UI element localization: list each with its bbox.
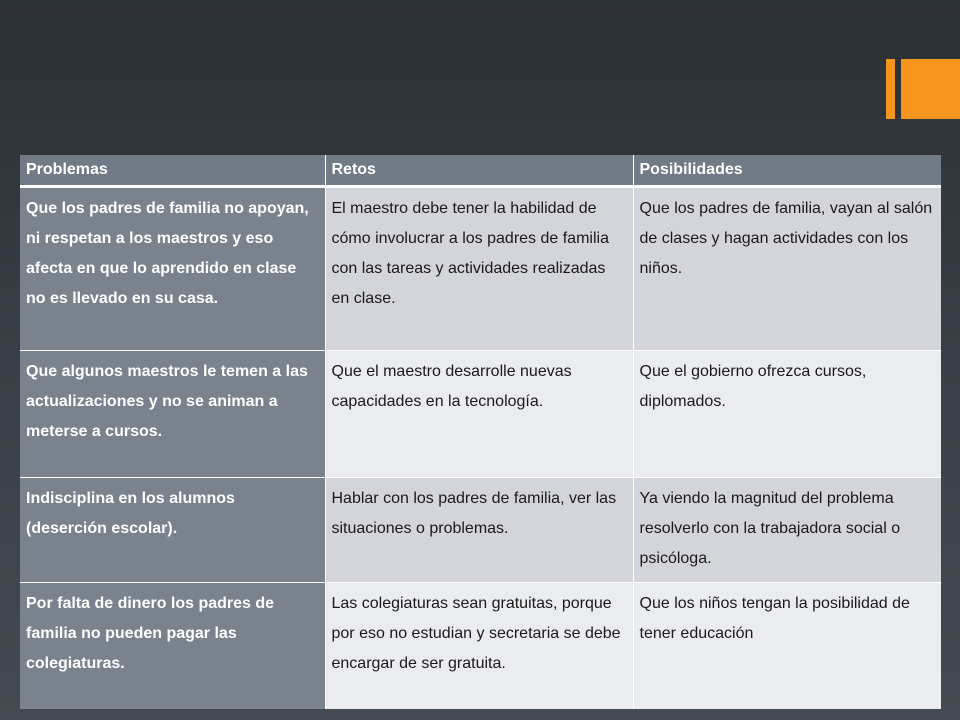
possibility-cell: Que el gobierno ofrezca cursos, diplomados. <box>633 351 941 478</box>
table-row <box>20 583 941 710</box>
problem-cell: Que los padres de familia no apoyan, ni respetan a los maestros y eso afecta en que lo aprendido en clase no es llevado en su casa. <box>20 187 325 351</box>
challenge-cell: Hablar con los padres de familia, ver las situaciones o problemas. <box>325 478 633 583</box>
table-row <box>20 351 941 478</box>
possibility-cell: Ya viendo la magnitud del problema resolverlo con la trabajadora social o psicóloga. <box>633 478 941 583</box>
header-posibilidades: Posibilidades <box>633 155 941 187</box>
header-retos: Retos <box>325 155 633 187</box>
possibility-cell: Que los niños tengan la posibilidad de tener educación <box>633 583 941 710</box>
challenge-cell: Las colegiaturas sean gratuitas, porque por eso no estudian y secretaria se debe encargar de ser gratuita. <box>325 583 633 710</box>
possibility-cell: Que los padres de familia, vayan al salón de clases y hagan actividades con los niños. <box>633 187 941 351</box>
header-problemas: Problemas <box>20 155 325 187</box>
problem-cell: Que algunos maestros le temen a las actualizaciones y no se animan a meterse a cursos. <box>20 351 325 478</box>
table-row <box>20 478 941 583</box>
table-header-row <box>20 155 941 187</box>
accent-bar-thick <box>901 59 960 119</box>
challenge-cell: Que el maestro desarrolle nuevas capacidades en la tecnología. <box>325 351 633 478</box>
challenge-cell: El maestro debe tener la habilidad de cómo involucrar a los padres de familia con las tareas y actividades realizadas en clase. <box>325 187 633 351</box>
problems-table <box>20 155 941 709</box>
accent-bar-thin <box>886 59 895 119</box>
problem-cell: Indisciplina en los alumnos (deserción escolar). <box>20 478 325 583</box>
table-row <box>20 187 941 351</box>
problem-cell: Por falta de dinero los padres de familia no pueden pagar las colegiaturas. <box>20 583 325 710</box>
